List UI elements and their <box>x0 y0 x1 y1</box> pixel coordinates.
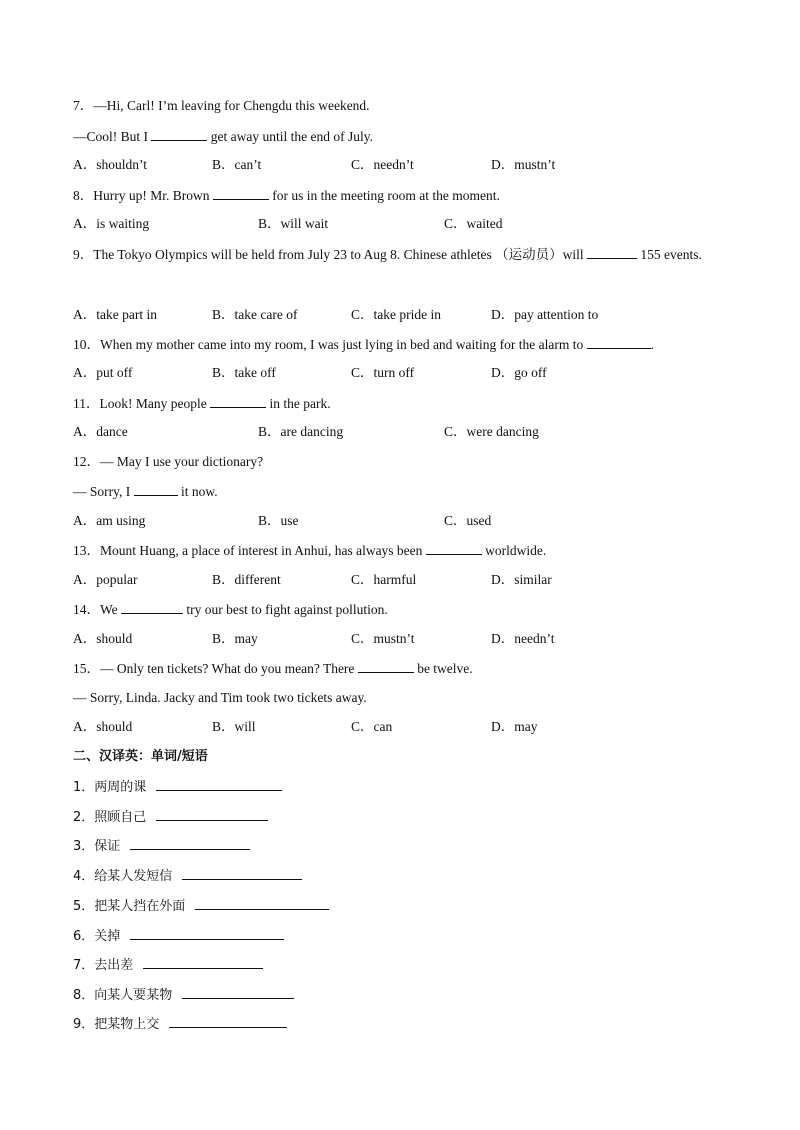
option-c[interactable]: C．can <box>351 719 393 734</box>
option-a[interactable]: A．should <box>73 631 133 646</box>
question-text: it now. <box>177 484 218 499</box>
question-number: 12． <box>73 454 100 469</box>
item-text: 照顾自己 <box>94 810 147 825</box>
option-b[interactable]: B．will wait <box>258 216 329 231</box>
option-b[interactable]: B．different <box>212 572 281 587</box>
question-text: 155 events. <box>637 247 702 262</box>
option-c[interactable]: C．needn’t <box>351 157 414 172</box>
option-d[interactable]: D．mustn’t <box>491 157 556 172</box>
question-text: — Sorry, Linda. Jacky and Tim took two tickets away. <box>73 690 367 705</box>
item-number: 3． <box>73 839 95 854</box>
question-text: — May I use your dictionary? <box>100 454 264 469</box>
answer-blank[interactable] <box>156 807 268 821</box>
item-number: 8． <box>73 988 95 1003</box>
question-8-line-1 <box>73 186 500 205</box>
answer-blank[interactable] <box>143 955 263 969</box>
answer-blank[interactable] <box>130 926 284 940</box>
translation-item-1 <box>73 777 282 797</box>
answer-blank[interactable] <box>195 896 329 910</box>
translation-item-5 <box>73 896 329 916</box>
question-number: 15． <box>73 661 100 676</box>
question-text: —Hi, Carl! I’m leaving for Chengdu this weekend. <box>93 98 370 113</box>
question-text: . <box>650 337 655 352</box>
answer-blank[interactable] <box>213 186 269 200</box>
option-a[interactable]: A．popular <box>73 572 138 587</box>
option-d[interactable]: D．may <box>491 719 538 734</box>
question-9-line-1 <box>73 245 702 264</box>
answer-blank[interactable] <box>121 600 183 614</box>
item-number: 4． <box>73 869 95 884</box>
option-c[interactable]: C．used <box>444 513 492 528</box>
option-d[interactable]: D．pay attention to <box>491 307 599 322</box>
answer-blank[interactable] <box>182 985 294 999</box>
option-b[interactable]: B．take care of <box>212 307 298 322</box>
question-number: 13． <box>73 543 100 558</box>
question-text: Mount Huang, a place of interest in Anhui, has always been <box>100 543 426 558</box>
item-text: 保证 <box>94 839 121 854</box>
question-7-line-2 <box>73 127 373 146</box>
question-text: be twelve. <box>413 661 473 676</box>
item-number: 1． <box>73 780 95 795</box>
answer-blank[interactable] <box>210 394 266 408</box>
option-c[interactable]: C．take pride in <box>351 307 441 322</box>
question-number: 7． <box>73 98 94 113</box>
translation-item-3 <box>73 836 250 856</box>
question-text: We <box>100 602 122 617</box>
question-text: in the park. <box>266 396 331 411</box>
item-text: 两周的课 <box>94 780 147 795</box>
option-b[interactable]: B．may <box>212 631 258 646</box>
option-a[interactable]: A．am using <box>73 513 146 528</box>
translation-item-9 <box>73 1014 287 1034</box>
question-text: try our best to fight against pollution. <box>183 602 388 617</box>
option-c[interactable]: C．mustn’t <box>351 631 415 646</box>
item-text: 把某物上交 <box>94 1017 160 1032</box>
option-a[interactable]: A．should <box>73 719 133 734</box>
item-text: 给某人发短信 <box>94 869 173 884</box>
item-number: 9． <box>73 1017 95 1032</box>
question-text: get away until the end of July. <box>207 129 373 144</box>
question-text: —Cool! But I <box>73 129 152 144</box>
answer-blank[interactable] <box>151 127 207 141</box>
item-number: 6． <box>73 929 95 944</box>
option-d[interactable]: D．needn’t <box>491 631 555 646</box>
translation-item-2 <box>73 807 268 827</box>
question-number: 14． <box>73 602 100 617</box>
question-text: for us in the meeting room at the moment. <box>268 188 500 203</box>
question-15-line-2 <box>73 689 367 707</box>
answer-blank[interactable] <box>130 836 250 850</box>
option-b[interactable]: B．will <box>212 719 256 734</box>
question-number: 9． <box>73 247 94 262</box>
question-15-line-1 <box>73 659 473 678</box>
option-c[interactable]: C．harmful <box>351 572 417 587</box>
answer-blank[interactable] <box>169 1014 287 1028</box>
option-b[interactable]: B．are dancing <box>258 424 344 439</box>
answer-blank[interactable] <box>182 866 302 880</box>
answer-blank[interactable] <box>587 335 651 349</box>
option-a[interactable]: A．dance <box>73 424 128 439</box>
option-b[interactable]: B．take off <box>212 365 276 380</box>
question-number: 11． <box>73 396 100 411</box>
translation-item-4 <box>73 866 302 886</box>
question-text: Look! Many people <box>99 396 211 411</box>
question-7-line-1 <box>73 97 370 115</box>
question-11-line-1 <box>73 394 331 413</box>
answer-blank[interactable] <box>358 659 414 673</box>
item-text: 关掉 <box>94 929 121 944</box>
question-text: When my mother came into my room, I was just lying in bed and waiting for the alarm to <box>100 337 587 352</box>
option-b[interactable]: B．use <box>258 513 299 528</box>
option-a[interactable]: A．shouldn’t <box>73 157 148 172</box>
item-number: 7． <box>73 958 95 973</box>
question-text: worldwide. <box>481 543 547 558</box>
question-12-line-2 <box>73 482 218 501</box>
translation-item-6 <box>73 926 284 946</box>
option-c[interactable]: C．waited <box>444 216 503 231</box>
answer-blank[interactable] <box>134 482 178 496</box>
item-text: 去出差 <box>94 958 134 973</box>
question-10-line-1 <box>73 335 654 354</box>
question-number: 8． <box>73 188 94 203</box>
answer-blank[interactable] <box>156 777 282 791</box>
question-text: The Tokyo Olympics will be held from July 23 to Aug 8. Chinese athletes （运动员）will <box>93 247 588 262</box>
question-number: 10． <box>73 337 100 352</box>
item-text: 把某人挡在外面 <box>94 899 186 914</box>
question-14-line-1 <box>73 600 388 619</box>
item-number: 2． <box>73 810 95 825</box>
option-a[interactable]: A．take part in <box>73 307 157 322</box>
question-text: Hurry up! Mr. Brown <box>93 188 213 203</box>
option-a[interactable]: A．put off <box>73 365 133 380</box>
option-c[interactable]: C．were dancing <box>444 424 539 439</box>
question-text: — Only ten tickets? What do you mean? There <box>100 661 358 676</box>
question-12-line-1 <box>73 453 263 471</box>
section-2-title: 二、汉译英：单词/短语 <box>73 749 208 764</box>
item-number: 5． <box>73 899 95 914</box>
answer-blank[interactable] <box>426 541 482 555</box>
translation-item-8 <box>73 985 294 1005</box>
option-b[interactable]: B．can’t <box>212 157 262 172</box>
question-text: — Sorry, I <box>73 484 134 499</box>
option-c[interactable]: C．turn off <box>351 365 415 380</box>
option-a[interactable]: A．is waiting <box>73 216 150 231</box>
answer-blank[interactable] <box>587 245 637 259</box>
option-d[interactable]: D．similar <box>491 572 552 587</box>
translation-item-7 <box>73 955 263 975</box>
item-text: 向某人要某物 <box>94 988 173 1003</box>
option-d[interactable]: D．go off <box>491 365 547 380</box>
question-13-line-1 <box>73 541 546 560</box>
